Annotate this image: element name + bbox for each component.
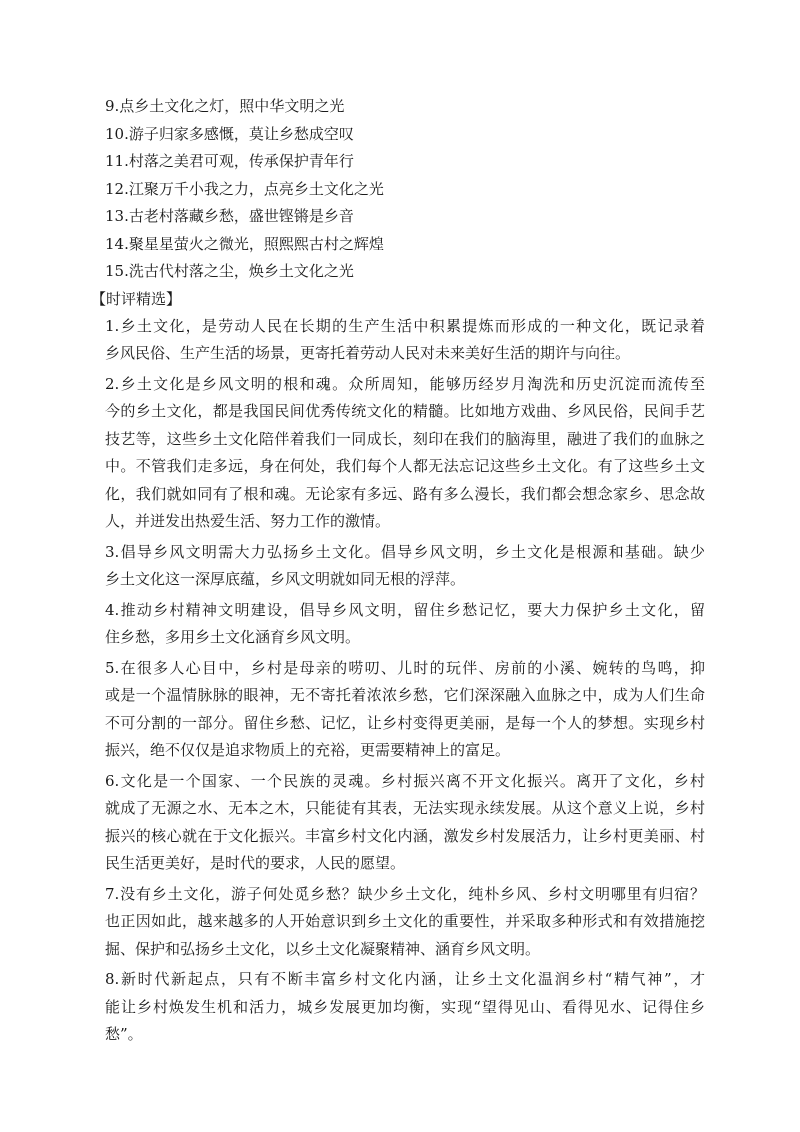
paragraph-line: 能让乡村焕发生机和活力，城乡发展更加均衡，实现“望得见山、看得见水、记得住乡 <box>105 997 705 1016</box>
paragraph-line: 或是一个温情脉脉的眼神，无不寄托着浓浓乡愁，它们深深融入血脉之中，成为人们生命 <box>105 686 705 704</box>
paragraph-line: 技艺等，这些乡土文化陪伴着我们一同成长，刻印在我们的脑海里，融进了我们的血脉之 <box>105 429 705 448</box>
title-item-15: 15.洗古代村落之尘，焕乡土文化之光 <box>105 262 354 280</box>
title-item-12: 12.江聚万千小我之力，点亮乡土文化之光 <box>105 179 384 198</box>
commentary-paragraph <box>105 597 705 652</box>
section-heading: 【时评精选】 <box>91 289 182 308</box>
commentary-paragraph <box>105 371 705 536</box>
paragraph-line: 乡土文化这一深厚底蕴，乡风文明就如同无根的浮萍。 <box>105 570 466 588</box>
paragraph-line: 2.乡土文化是乡风文明的根和魂。众所周知，能够历经岁月淘洗和历史沉淀而流传至 <box>105 374 705 393</box>
commentary-paragraph <box>105 881 705 964</box>
title-list <box>105 93 705 286</box>
paragraph-line: 人，并迸发出热爱生活、努力工作的激情。 <box>105 512 391 530</box>
commentary-paragraph <box>105 966 705 1049</box>
paragraph-line: 8.新时代新起点，只有不断丰富乡村文化内涵，让乡土文化温润乡村“精气神”，才 <box>105 970 705 988</box>
title-item-9: 9.点乡土文化之灯，照中华文明之光 <box>105 97 345 115</box>
paragraph-line: 6.文化是一个国家、一个民族的灵魂。乡村振兴离不开文化振兴。离开了文化，乡村 <box>105 771 705 790</box>
paragraph-line: 4.推动乡村精神文明建设，倡导乡风文明，留住乡愁记忆，要大力保护乡土文化，留 <box>105 600 705 619</box>
commentary-paragraph <box>105 655 705 765</box>
paragraph-line: 中。不管我们走多远，身在何处，我们每个人都无法忘记这些乡土文化。有了这些乡土文 <box>105 457 705 475</box>
paragraph-line: 5.在很多人心目中，乡村是母亲的唠叨、儿时的玩伴、房前的小溪、婉转的鸟鸣，抑 <box>105 658 705 677</box>
paragraph-line: 3.倡导乡风文明需大力弘扬乡土文化。倡导乡风文明，乡土文化是根源和基础。缺少 <box>105 542 705 561</box>
title-item-11: 11.村落之美君可观，传承保护青年行 <box>105 152 354 170</box>
title-item-13: 13.古老村落藏乡愁，盛世铿锵是乡音 <box>105 207 354 225</box>
paragraph-line: 愁”。 <box>105 1025 143 1043</box>
paragraph-line: 也正因如此，越来越多的人开始意识到乡土文化的重要性，并采取多种形式和有效措施挖 <box>105 912 705 930</box>
title-item-14: 14.聚星星萤火之微光，照熙熙古村之辉煌 <box>105 234 384 253</box>
commentary-paragraph <box>105 539 705 594</box>
paragraph-line: 今的乡土文化，都是我国民间优秀传统文化的精髓。比如地方戏曲、乡风民俗，民间手艺 <box>105 402 705 420</box>
paragraph-line: 住乡愁，多用乡土文化涵育乡风文明。 <box>105 628 361 646</box>
document-page <box>91 93 705 1052</box>
paragraph-line: 不可分割的一部分。留住乡愁、记忆，让乡村变得更美丽，是每一个人的梦想。实现乡村 <box>105 713 705 732</box>
paragraph-line: 乡风民俗、生产生活的场景，更寄托着劳动人民对未来美好生活的期许与向往。 <box>105 344 631 362</box>
paragraph-line: 7.没有乡土文化，游子何处觅乡愁？缺少乡土文化，纯朴乡风、乡村文明哪里有归宿？ <box>105 884 705 903</box>
paragraph-line: 就成了无源之水、无本之木，只能徒有其表，无法实现永续发展。从这个意义上说，乡村 <box>105 799 705 817</box>
commentary-paragraph <box>105 313 705 368</box>
paragraph-line: 化，我们就如同有了根和魂。无论家有多远、路有多么漫长，我们都会想念家乡、思念故 <box>105 484 705 503</box>
paragraph-line: 1.乡土文化，是劳动人民在长期的生产生活中积累提炼而形成的一种文化，既记录着 <box>105 316 705 335</box>
paragraph-line: 振兴，绝不仅仅是追求物质上的充裕，更需要精神上的富足。 <box>105 741 511 759</box>
commentary-paragraph <box>105 768 705 878</box>
paragraph-line: 掘、保护和弘扬乡土文化，以乡土文化凝聚精神、涵育乡风文明。 <box>105 939 541 958</box>
title-item-10: 10.游子归家多感慨，莫让乡愁成空叹 <box>105 124 354 143</box>
paragraph-line: 民生活更美好，是时代的要求，人民的愿望。 <box>105 854 406 872</box>
paragraph-line: 振兴的核心就在于文化振兴。丰富乡村文化内涵，激发乡村发展活力，让乡村更美丽、村 <box>105 826 705 845</box>
commentary-list <box>105 313 705 1049</box>
